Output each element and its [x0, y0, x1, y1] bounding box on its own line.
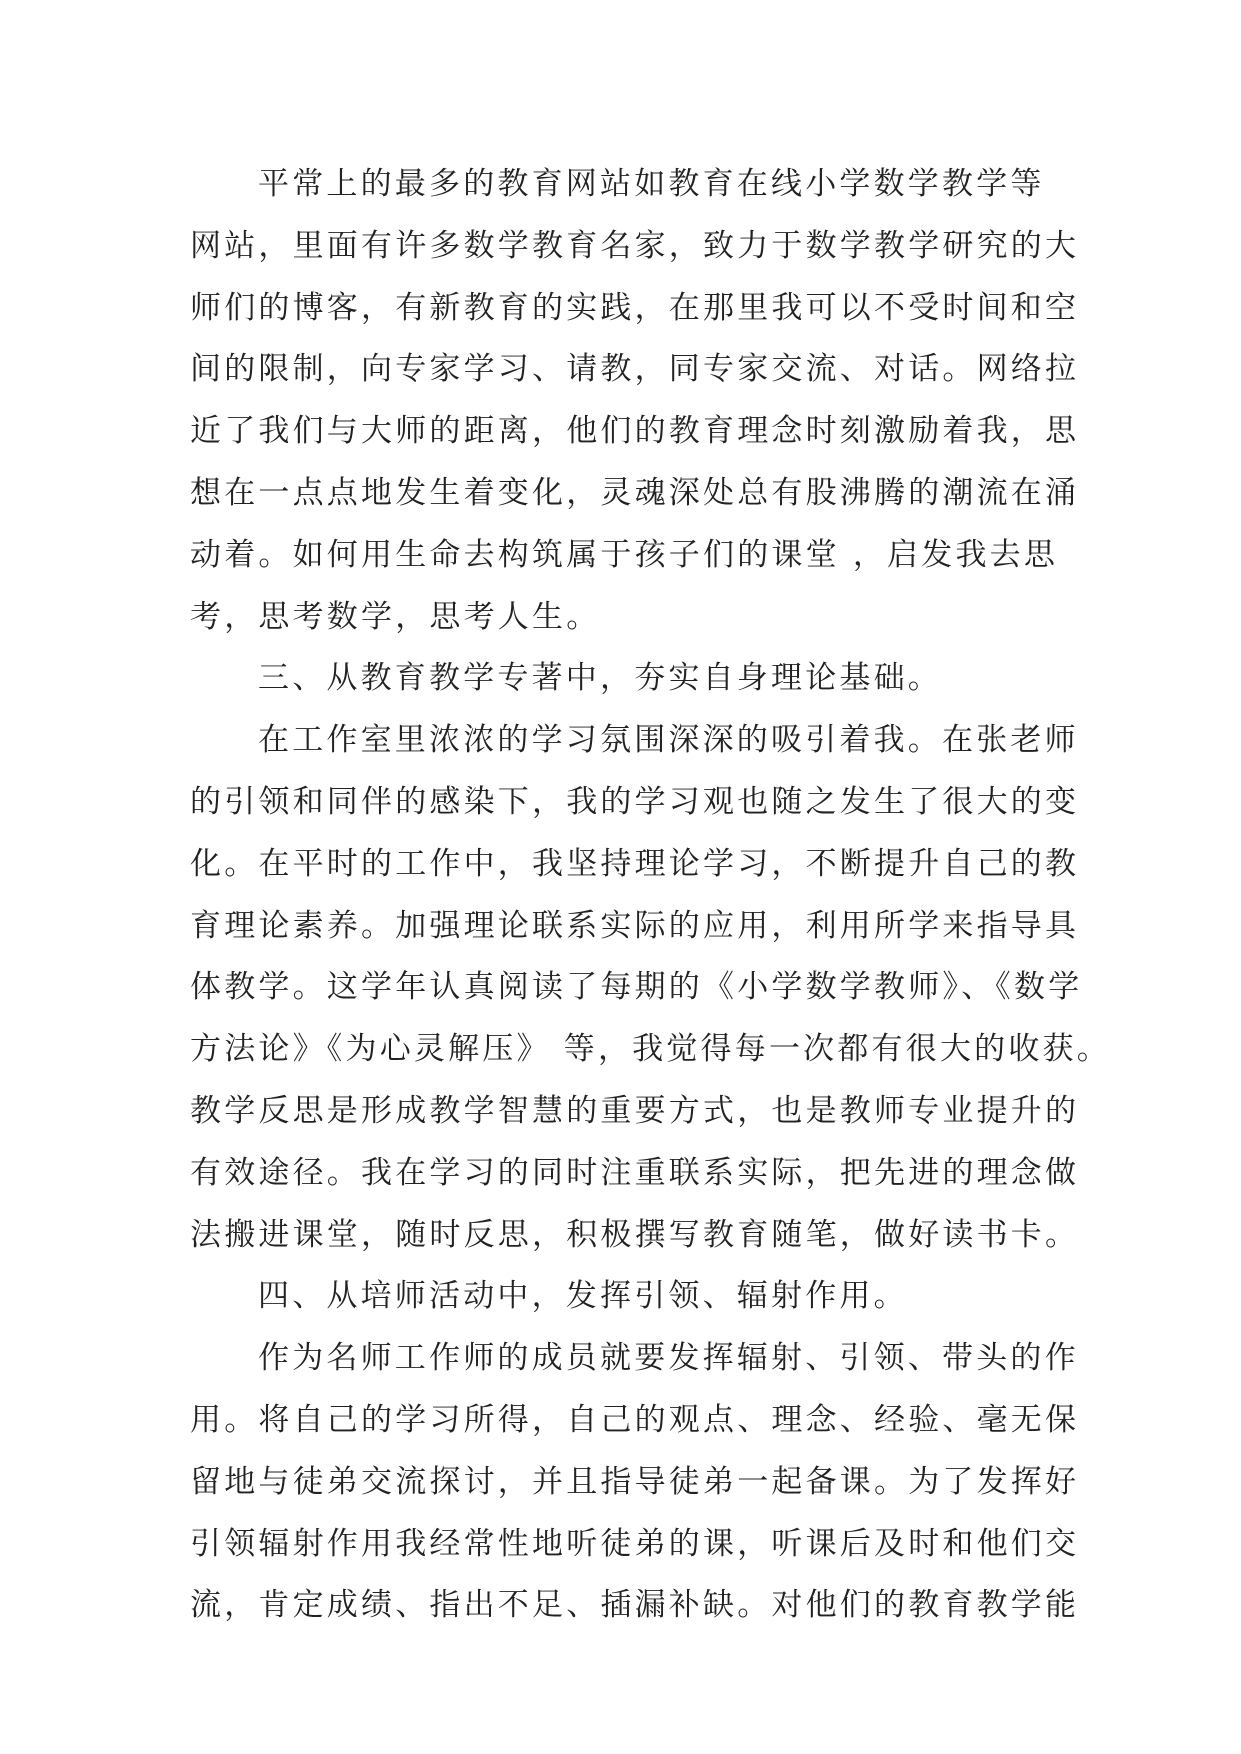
- paragraph-line: 考，思考数学，思考人生。: [190, 598, 601, 635]
- body-text: [190, 154, 1111, 1637]
- paragraph-line: 体教学。这学年认真阅读了每期的《小学数学教师》、《数学: [190, 969, 1083, 1006]
- paragraph-line: 近了我们与大师的距离，他们的教育理念时刻激励着我，思: [190, 413, 1080, 450]
- paragraph-line: 育理论素养。加强理论联系实际的应用，利用所学来指导具: [190, 907, 1080, 944]
- paragraph-line: 引领辐射作用我经常性地听徒弟的课，听课后及时和他们交: [190, 1525, 1080, 1562]
- paragraph-line: 师们的博客，有新教育的实践，在那里我可以不受时间和空: [190, 289, 1080, 326]
- paragraph-line: 用。将自己的学习所得，自己的观点、理念、经验、毫无保: [190, 1401, 1080, 1438]
- paragraph-line: 有效途径。我在学习的同时注重联系实际，把先进的理念做: [190, 1154, 1080, 1191]
- paragraph-line: 流，肯定成绩、指出不足、插漏补缺。对他们的教育教学能: [190, 1587, 1080, 1624]
- paragraph-line: 网站，里面有许多数学教育名家，致力于数学教学研究的大: [190, 227, 1080, 264]
- paragraph-line: 动着。如何用生命去构筑属于孩子们的课堂 ，启发我去思: [190, 536, 1059, 573]
- paragraph-line: 教学反思是形成教学智慧的重要方式，也是教师专业提升的: [190, 1092, 1080, 1129]
- paragraph-line: 法搬进课堂，随时反思，积极撰写教育随笔，做好读书卡。: [190, 1216, 1080, 1253]
- paragraph-line: 平常上的最多的教育网站如教育在线小学数学教学等: [258, 166, 1045, 202]
- section-heading: 四、从培师活动中，发挥引领、辐射作用。: [258, 1278, 908, 1315]
- paragraph-line: 留地与徒弟交流探讨，并且指导徒弟一起备课。为了发挥好: [190, 1463, 1080, 1500]
- paragraph-line: 想在一点点地发生着变化，灵魂深处总有股沸腾的潮流在涌: [190, 474, 1080, 511]
- section-heading: 三、从教育教学专著中，夯实自身理论基础。: [258, 660, 942, 697]
- paragraph-line: 的引领和同伴的感染下，我的学习观也随之发生了很大的变: [190, 783, 1080, 820]
- paragraph-line: 方法论》《为心灵解压》 等，我觉得每一次都有很大的收获。: [190, 1031, 1111, 1068]
- paragraph-line: 作为名师工作师的成员就要发挥辐射、引领、带头的作: [258, 1340, 1079, 1377]
- paragraph-line: 化。在平时的工作中，我坚持理论学习，不断提升自己的教: [190, 845, 1080, 882]
- paragraph-line: 间的限制，向专家学习、请教，同专家交流、对话。网络拉: [190, 351, 1080, 388]
- paragraph-line: 在工作室里浓浓的学习氛围深深的吸引着我。在张老师: [258, 722, 1079, 759]
